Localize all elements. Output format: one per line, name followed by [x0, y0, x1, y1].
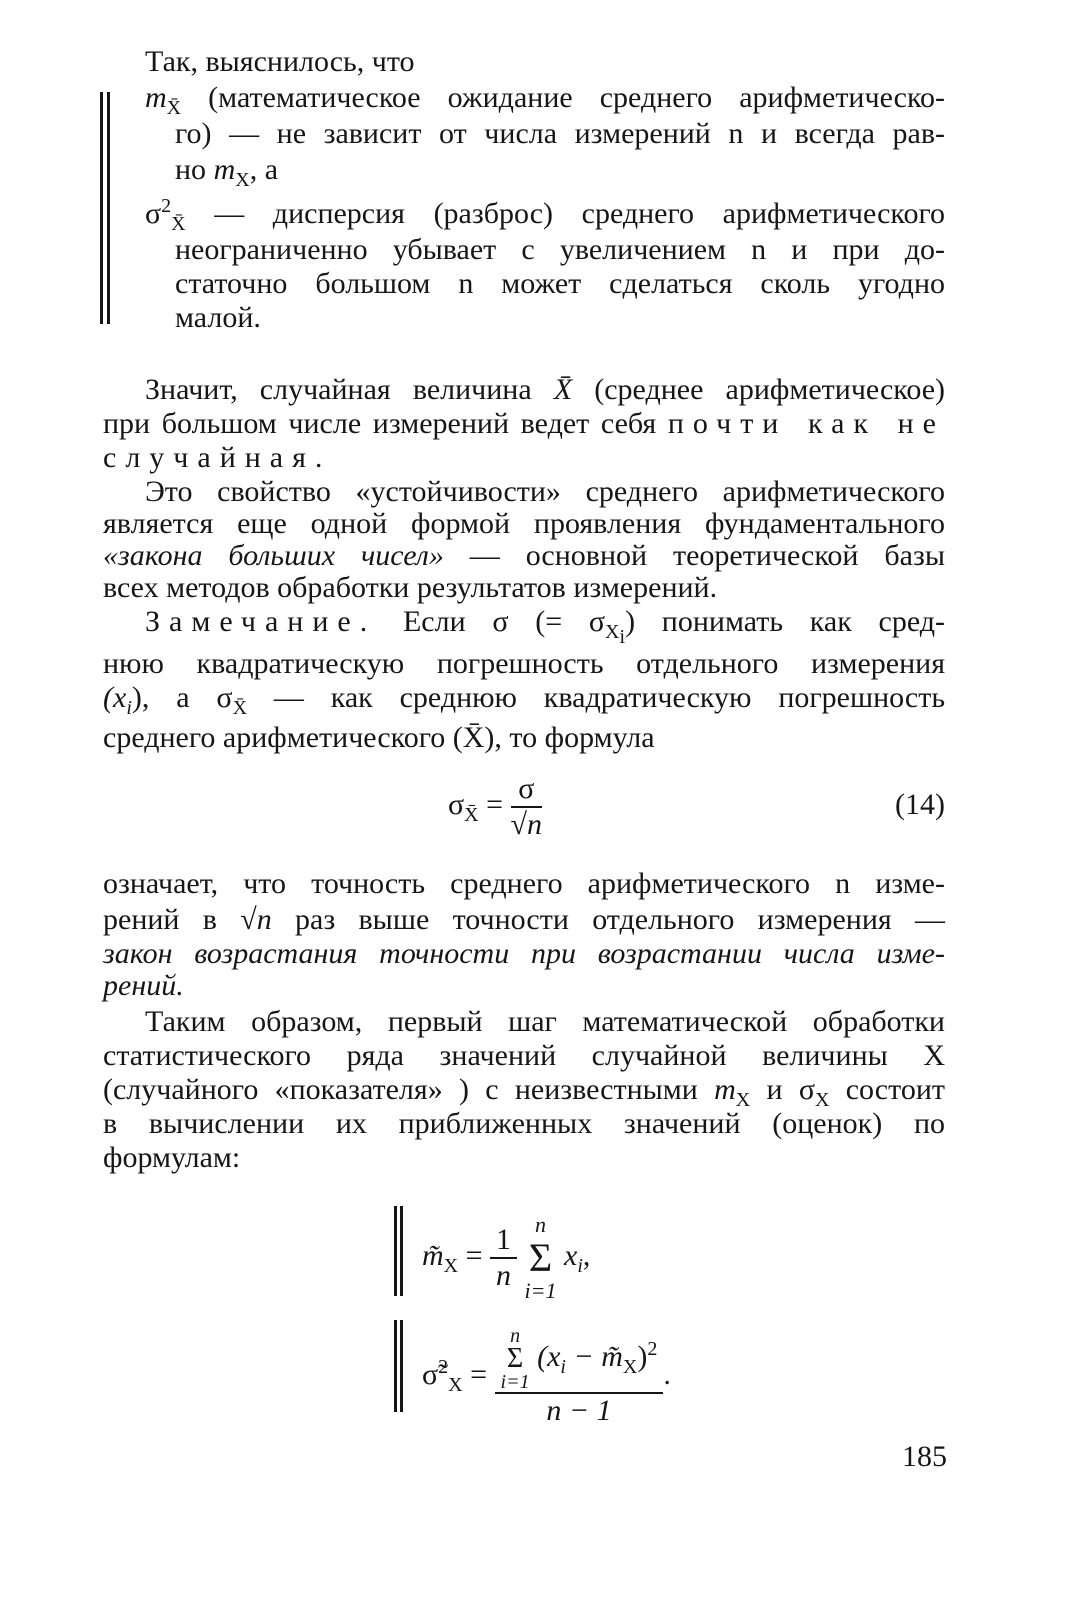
p4-line-5: формулам: — [103, 1141, 241, 1174]
mx-line-2: го) — не зависит от числа измерений n и всегда рав- — [175, 117, 945, 150]
p3-line-4: рений. — [103, 969, 184, 1002]
mx-line-1: $m_{X̄}$ (математическое ожидание среднего арифметическо- — [145, 81, 945, 119]
sigma-line-2: неограниченно убывает с увеличением n и при до- — [175, 233, 945, 266]
remark-line-2: нюю квадратическую погрешность отдельного измерения — [103, 647, 945, 680]
formula-variance-fraction: n Σ i=1 ($x_i$ − $m̃_X)^2$ n − 1 — [495, 1326, 664, 1428]
page-number: 185 — [902, 1440, 947, 1473]
mx-symbol: m — [145, 81, 167, 114]
margin-bar-left-inner — [107, 92, 110, 324]
remark-line-3: $(x_i)$, а $\sigma_{X̄}$ — как среднюю квадратическую погрешность — [103, 681, 945, 719]
formula-mean: $m̃_X$ = $\frac{1}{n}$ n Σ i=1 $x_i$, — [422, 1212, 591, 1303]
formula-mean-fraction: $\frac{1}{n}$ — [490, 1223, 517, 1293]
sigma-line-1: $\sigma^2_{X̄}$ — дисперсия (разброс) среднего арифметического — [145, 195, 945, 235]
formula-14: $\sigma_{X̄}$ = $\frac{\sigma}{√n}$ — [448, 772, 543, 841]
p4-line-4: в вычислении их приближенных значений (оценок) по — [103, 1107, 945, 1140]
formula-mean-sum: n Σ i=1 — [524, 1212, 557, 1303]
formula-14-fraction: $\frac{\sigma}{√n}$ — [510, 772, 543, 841]
p4-line-3: (случайного «показателя» ) с неизвестными $m_X$ и $\sigma_X$ состоит — [103, 1073, 945, 1111]
formula-variance: σ̃$^2_X$ = n Σ i=1 ($x_i$ − $m̃_X)^2$ n − 1 . — [422, 1325, 671, 1427]
formula-1-bar-outer — [394, 1206, 397, 1296]
formula-2-bar-outer — [394, 1320, 397, 1412]
sigma-symbol: σ — [145, 197, 162, 230]
p3-line-1: означает, что точность среднего арифметического n изме- — [103, 867, 945, 900]
intro-line: Так, выяснилось, что — [145, 45, 415, 78]
sigma-line-3: статочно большом n может сделаться сколь угодно — [175, 267, 945, 300]
p2-line-1: Это свойство «устойчивости» среднего арифметического — [145, 475, 945, 508]
p1-line-3: случайная. — [103, 441, 332, 474]
p2-line-3: «закона больших чисел» — основной теоретической базы — [103, 539, 945, 572]
formula-variance-sum: n Σ i=1 — [500, 1325, 530, 1393]
remark-line-1: Замечание. Если σ (= $\sigma_{X_i}$) понимать как сред- — [145, 605, 945, 648]
p2-line-2: является еще одной формой проявления фундаментального — [103, 507, 945, 540]
p2-line-4: всех методов обработки результатов измерений. — [103, 571, 718, 604]
p4-line-1: Таким образом, первый шаг математической обработки — [145, 1005, 945, 1038]
p1-line-2: при большом числе измерений ведет себя почти как не — [103, 407, 945, 440]
mx-line-3: но $m_X$, а — [175, 153, 279, 191]
formula-14-number: (14) — [895, 788, 945, 821]
p3-line-2: рений в √n раз выше точности отдельного измерения — — [103, 903, 945, 936]
sigma-line-4: малой. — [175, 301, 261, 334]
p4-line-2: статистического ряда значений случайной величины X — [103, 1039, 945, 1072]
p1-line-1: Значит, случайная величина X̄ (среднее арифметическое) — [145, 373, 946, 406]
formula-1-bar-inner — [400, 1206, 403, 1296]
formula-2-bar-inner — [400, 1320, 403, 1412]
margin-bar-left-outer — [100, 92, 103, 324]
p3-line-3: закон возрастания точности при возрастании числа изме- — [103, 937, 945, 970]
remark-line-4: среднего арифметического (X̄), то формула — [103, 721, 655, 754]
